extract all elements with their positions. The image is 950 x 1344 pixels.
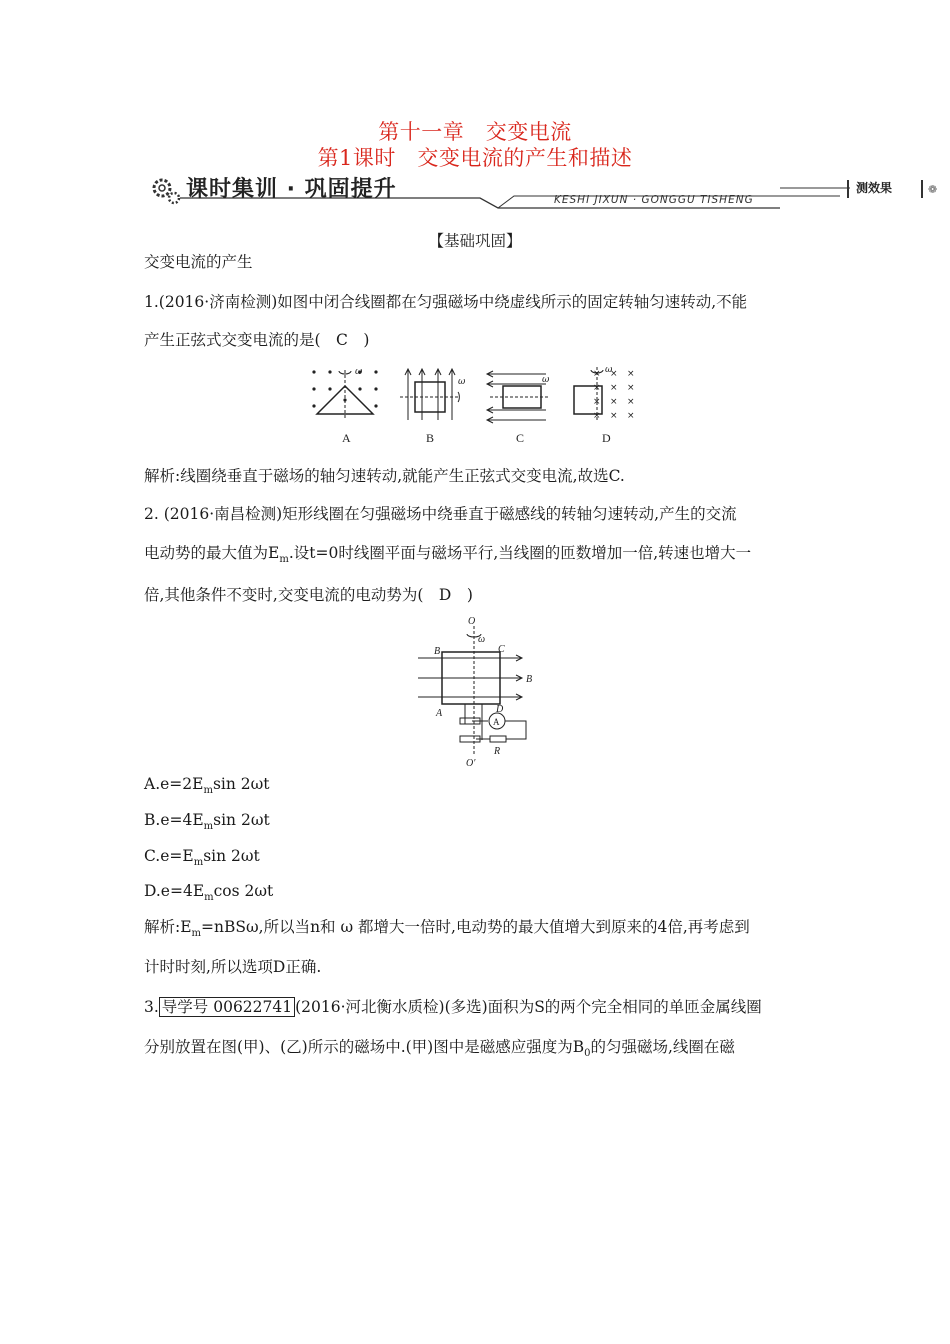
banner-title: 课时集训 · 巩固提升 bbox=[186, 177, 397, 202]
svg-text:×: × bbox=[627, 397, 635, 407]
figure-b bbox=[400, 369, 460, 420]
svg-text:❁: ❁ bbox=[928, 183, 938, 196]
fig-label-b: B bbox=[426, 431, 435, 445]
svg-text:×: × bbox=[610, 397, 618, 407]
q1-analysis: 解析:线圈绕垂直于磁场的轴匀速转动,就能产生正弦式交变电流,故选C. bbox=[144, 467, 625, 485]
fig-b-right: B bbox=[526, 674, 533, 685]
banner-right-label: 测效果 bbox=[856, 181, 893, 195]
chapter-title: 第十一章 交变电流 bbox=[378, 120, 572, 144]
lesson-title: 第1课时 交变电流的产生和描述 bbox=[317, 146, 633, 170]
svg-text:×: × bbox=[627, 369, 635, 379]
fig-a: A bbox=[436, 708, 443, 719]
gear-icon bbox=[154, 180, 179, 203]
q1-line1: 1.(2016·济南检测)如图中闭合线圈都在匀强磁场中绕虚线所示的固定转轴匀速转动,不能 bbox=[144, 293, 748, 311]
q2-line3: 倍,其他条件不变时,交变电流的电动势为( D ) bbox=[144, 586, 473, 604]
q2-option-c: $C.e=E_m\sin$ 2ωt bbox=[144, 847, 260, 869]
svg-text:×: × bbox=[627, 411, 635, 421]
guide-number[interactable]: 导学号 00622741 bbox=[159, 997, 295, 1017]
fig-label-a: A bbox=[342, 431, 351, 445]
q2-option-a: $A.e=2E_m\sin$ 2ωt bbox=[144, 775, 270, 797]
q1-omega-d: ω bbox=[605, 365, 613, 375]
q1-omega-c: ω bbox=[542, 375, 550, 385]
fig-omega: ω bbox=[478, 634, 486, 645]
svg-text:×: × bbox=[593, 383, 601, 393]
figure-d-crosses bbox=[593, 369, 635, 421]
svg-text:×: × bbox=[610, 383, 618, 393]
svg-text:×: × bbox=[593, 411, 601, 421]
fig-r: R bbox=[494, 746, 501, 757]
q2-figure bbox=[410, 614, 550, 768]
q1-omega-b: ω bbox=[458, 377, 466, 387]
svg-text:×: × bbox=[593, 397, 601, 407]
q2-option-b: $B.e=4E_m\sin$ 2ωt bbox=[144, 811, 270, 833]
q2-line1: 2. (2016·南昌检测)矩形线圈在匀强磁场中绕垂直于磁感线的转轴匀速转动,产生的交流 bbox=[144, 505, 737, 523]
topic-label: 交变电流的产生 bbox=[144, 253, 253, 271]
fig-c: C bbox=[498, 644, 505, 655]
fig-o2: O′ bbox=[466, 758, 476, 768]
fig-d: D bbox=[496, 704, 504, 715]
fig-o: O bbox=[468, 616, 476, 627]
fig-label-d: D bbox=[602, 431, 611, 445]
q3-line2: 分别放置在图(甲)、(乙)所示的磁场中.(甲)图中是磁感应强度为$B_0$的匀强磁场,线圈在磁 bbox=[144, 1038, 735, 1060]
section-heading: 【基础巩固】 bbox=[428, 232, 522, 250]
q3-line1: 3. 导学号 00622741 (2016·河北衡水质检)(多选)面积为S的两个完全相同的单匝金属线圈 bbox=[144, 998, 762, 1016]
figure-c bbox=[487, 371, 550, 423]
svg-text:×: × bbox=[627, 383, 635, 393]
q2-line2: 电动势的最大值为$E_m$.设t=0时线圈平面与磁场平行,当线圈的匝数增加一倍,转速也增大一 bbox=[144, 544, 752, 566]
fig-b-left: B bbox=[434, 646, 441, 657]
q2-option-d: $D.e=4E_m\cos$ 2ωt bbox=[144, 882, 274, 904]
q1-line2: 产生正弦式交变电流的是( C ) bbox=[144, 331, 370, 349]
q2-analysis-1: 解析$:E_m=nBS\omega$,所以当n和 ω 都增大一倍时,电动势的最大值增大到原来的4倍,再考虑到 bbox=[144, 918, 750, 940]
q1-omega-a: ω bbox=[355, 367, 363, 377]
svg-text:×: × bbox=[610, 369, 618, 379]
fig-label-c: C bbox=[516, 431, 525, 445]
svg-text:×: × bbox=[593, 369, 601, 379]
svg-text:×: × bbox=[610, 411, 618, 421]
banner-subtitle: KESHI JIXUN · GONGGU TISHENG bbox=[554, 194, 754, 206]
q1-figure bbox=[300, 362, 650, 452]
ammeter-label: A bbox=[493, 717, 500, 727]
q2-analysis-2: 计时时刻,所以选项D正确. bbox=[144, 958, 322, 976]
figure-a bbox=[312, 370, 377, 420]
